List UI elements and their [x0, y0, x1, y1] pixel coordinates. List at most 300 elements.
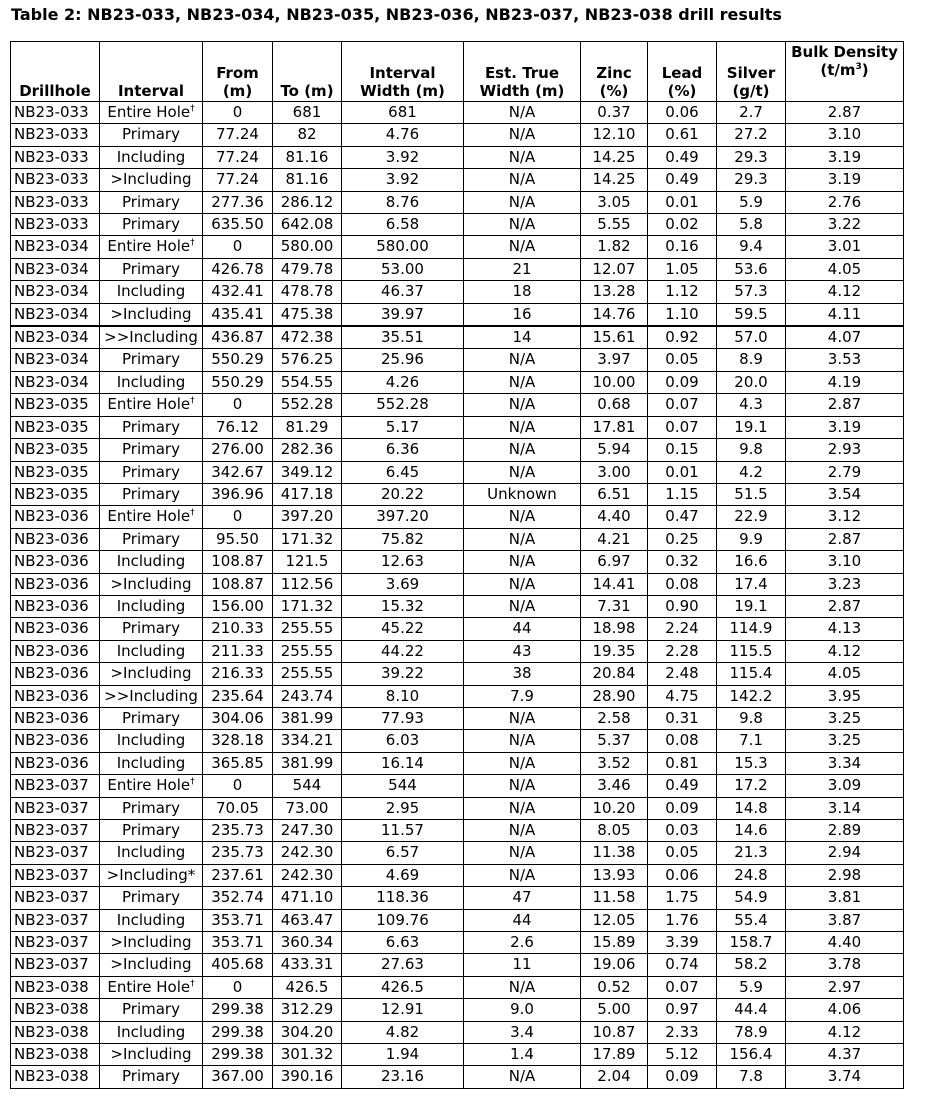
to-cell: 463.47	[273, 909, 342, 931]
lead-cell: 0.49	[648, 775, 717, 797]
lead-cell: 0.25	[648, 528, 717, 550]
true-width-cell: N/A	[464, 797, 581, 819]
zinc-cell: 0.52	[581, 976, 648, 998]
bulk-density-exponent: 3	[855, 62, 862, 72]
zinc-cell: 12.10	[581, 124, 648, 146]
to-cell: 554.55	[273, 371, 342, 393]
from-cell: 95.50	[203, 528, 273, 550]
interval-cell: Including	[100, 1021, 203, 1043]
from-cell: 77.24	[203, 169, 273, 191]
interval-cell: Including	[100, 730, 203, 752]
to-cell: 472.38	[273, 326, 342, 349]
interval-width-cell: 3.69	[342, 573, 464, 595]
interval-cell: Including	[100, 551, 203, 573]
drillhole-cell: NB23-034	[11, 349, 100, 371]
drillhole-cell: NB23-035	[11, 461, 100, 483]
silver-cell: 8.9	[717, 349, 786, 371]
interval-cell: >>Including	[100, 326, 203, 349]
zinc-cell: 20.84	[581, 663, 648, 685]
zinc-cell: 2.04	[581, 1066, 648, 1088]
interval-cell: Primary	[100, 214, 203, 236]
from-cell: 436.87	[203, 326, 273, 349]
bulk-density-cell: 3.22	[786, 214, 904, 236]
lead-cell: 4.75	[648, 685, 717, 707]
interval-width-cell: 426.5	[342, 976, 464, 998]
from-cell: 405.68	[203, 954, 273, 976]
table-row	[11, 124, 904, 146]
lead-cell: 1.15	[648, 483, 717, 505]
lead-cell: 0.08	[648, 730, 717, 752]
drillhole-cell: NB23-033	[11, 169, 100, 191]
interval-cell	[100, 506, 203, 528]
zinc-cell: 5.94	[581, 439, 648, 461]
silver-cell: 14.6	[717, 820, 786, 842]
drillhole-cell: NB23-035	[11, 416, 100, 438]
interval-width-cell: 39.22	[342, 663, 464, 685]
zinc-cell: 1.82	[581, 236, 648, 258]
from-cell: 210.33	[203, 618, 273, 640]
to-cell: 349.12	[273, 461, 342, 483]
silver-cell: 5.8	[717, 214, 786, 236]
true-width-cell: N/A	[464, 439, 581, 461]
table-row	[11, 573, 904, 595]
drillhole-cell: NB23-038	[11, 999, 100, 1021]
from-cell: 77.24	[203, 124, 273, 146]
true-width-cell: N/A	[464, 528, 581, 550]
silver-cell: 78.9	[717, 1021, 786, 1043]
to-cell: 81.16	[273, 169, 342, 191]
bulk-density-cell: 3.81	[786, 887, 904, 909]
table-row	[11, 976, 904, 998]
interval-width-cell: 4.69	[342, 864, 464, 886]
true-width-cell: N/A	[464, 573, 581, 595]
header-to: To (m)	[273, 42, 342, 102]
table-row	[11, 461, 904, 483]
bulk-density-cell: 2.76	[786, 191, 904, 213]
silver-cell: 57.3	[717, 281, 786, 303]
drillhole-cell: NB23-033	[11, 146, 100, 168]
interval-width-cell: 397.20	[342, 506, 464, 528]
lead-cell: 0.32	[648, 551, 717, 573]
true-width-cell: N/A	[464, 976, 581, 998]
silver-cell: 9.4	[717, 236, 786, 258]
interval-cell: Including	[100, 752, 203, 774]
table-row	[11, 483, 904, 505]
to-cell: 381.99	[273, 707, 342, 729]
true-width-cell: 14	[464, 326, 581, 349]
drillhole-cell: NB23-038	[11, 1066, 100, 1088]
lead-cell: 0.02	[648, 214, 717, 236]
true-width-cell: 9.0	[464, 999, 581, 1021]
to-cell: 426.5	[273, 976, 342, 998]
table-row	[11, 707, 904, 729]
table-row	[11, 887, 904, 909]
bulk-density-cell: 4.05	[786, 663, 904, 685]
from-cell: 352.74	[203, 887, 273, 909]
bulk-density-cell: 3.74	[786, 1066, 904, 1088]
silver-cell: 27.2	[717, 124, 786, 146]
bulk-density-cell: 3.19	[786, 416, 904, 438]
lead-cell: 0.61	[648, 124, 717, 146]
interval-width-cell: 580.00	[342, 236, 464, 258]
drillhole-cell: NB23-034	[11, 281, 100, 303]
interval-label: Entire Hole	[107, 507, 191, 526]
true-width-cell: Unknown	[464, 483, 581, 505]
from-cell: 299.38	[203, 999, 273, 1021]
from-cell: 76.12	[203, 416, 273, 438]
silver-cell: 9.9	[717, 528, 786, 550]
table-row	[11, 326, 904, 349]
zinc-cell: 3.00	[581, 461, 648, 483]
table-row	[11, 864, 904, 886]
to-cell: 433.31	[273, 954, 342, 976]
lead-cell: 0.90	[648, 595, 717, 617]
lead-cell: 0.49	[648, 146, 717, 168]
zinc-cell: 17.89	[581, 1044, 648, 1066]
interval-width-cell: 35.51	[342, 326, 464, 349]
dagger-mark: †	[190, 508, 195, 519]
from-cell: 0	[203, 394, 273, 416]
interval-width-cell: 6.03	[342, 730, 464, 752]
zinc-cell: 3.52	[581, 752, 648, 774]
drillhole-cell: NB23-035	[11, 483, 100, 505]
true-width-cell: 21	[464, 258, 581, 280]
interval-width-cell: 53.00	[342, 258, 464, 280]
table-row	[11, 663, 904, 685]
lead-cell: 0.74	[648, 954, 717, 976]
from-cell: 216.33	[203, 663, 273, 685]
silver-cell: 156.4	[717, 1044, 786, 1066]
drillhole-cell: NB23-036	[11, 752, 100, 774]
drillhole-cell: NB23-036	[11, 640, 100, 662]
table-row	[11, 932, 904, 954]
bulk-density-cell: 4.06	[786, 999, 904, 1021]
from-cell: 235.73	[203, 842, 273, 864]
table-row	[11, 169, 904, 191]
interval-cell	[100, 775, 203, 797]
interval-label: Entire Hole	[107, 237, 191, 256]
header-drillhole: Drillhole	[11, 42, 100, 102]
drillhole-cell: NB23-037	[11, 932, 100, 954]
true-width-cell: N/A	[464, 820, 581, 842]
bulk-density-cell: 3.34	[786, 752, 904, 774]
table-row	[11, 236, 904, 258]
to-cell: 471.10	[273, 887, 342, 909]
silver-cell: 19.1	[717, 416, 786, 438]
zinc-cell: 13.28	[581, 281, 648, 303]
zinc-cell: 10.20	[581, 797, 648, 819]
table-row	[11, 394, 904, 416]
table-row	[11, 595, 904, 617]
to-cell: 576.25	[273, 349, 342, 371]
table-row	[11, 191, 904, 213]
interval-cell: Primary	[100, 124, 203, 146]
drillhole-cell: NB23-037	[11, 864, 100, 886]
lead-cell: 0.31	[648, 707, 717, 729]
to-cell: 171.32	[273, 595, 342, 617]
dagger-mark: †	[190, 978, 195, 989]
table-row	[11, 618, 904, 640]
zinc-cell: 12.07	[581, 258, 648, 280]
to-cell: 301.32	[273, 1044, 342, 1066]
silver-cell: 57.0	[717, 326, 786, 349]
interval-cell: Primary	[100, 797, 203, 819]
bulk-density-cell: 2.87	[786, 394, 904, 416]
drillhole-cell: NB23-036	[11, 595, 100, 617]
table-row	[11, 752, 904, 774]
bulk-density-cell: 3.95	[786, 685, 904, 707]
bulk-density-cell: 3.25	[786, 730, 904, 752]
zinc-cell: 4.40	[581, 506, 648, 528]
interval-cell: >Including	[100, 954, 203, 976]
header-from: From (m)	[203, 42, 273, 102]
drillhole-cell: NB23-033	[11, 191, 100, 213]
silver-cell: 14.8	[717, 797, 786, 819]
interval-cell: Primary	[100, 483, 203, 505]
table-row	[11, 820, 904, 842]
from-cell: 342.67	[203, 461, 273, 483]
silver-cell: 53.6	[717, 258, 786, 280]
interval-cell: Primary	[100, 349, 203, 371]
interval-width-cell: 46.37	[342, 281, 464, 303]
interval-width-cell: 23.16	[342, 1066, 464, 1088]
to-cell: 681	[273, 102, 342, 124]
to-cell: 247.30	[273, 820, 342, 842]
table-row	[11, 640, 904, 662]
zinc-cell: 8.05	[581, 820, 648, 842]
from-cell: 365.85	[203, 752, 273, 774]
drillhole-cell: NB23-037	[11, 775, 100, 797]
bulk-density-cell: 3.01	[786, 236, 904, 258]
true-width-cell: N/A	[464, 775, 581, 797]
drillhole-cell: NB23-033	[11, 124, 100, 146]
lead-cell: 2.33	[648, 1021, 717, 1043]
bulk-density-label: Bulk Density (t/m	[791, 43, 898, 79]
from-cell: 304.06	[203, 707, 273, 729]
interval-cell	[100, 976, 203, 998]
bulk-density-cell: 3.19	[786, 169, 904, 191]
bulk-density-cell: 4.12	[786, 281, 904, 303]
lead-cell: 1.10	[648, 303, 717, 326]
lead-cell: 0.06	[648, 864, 717, 886]
to-cell: 81.16	[273, 146, 342, 168]
lead-cell: 2.24	[648, 618, 717, 640]
table-row	[11, 1066, 904, 1088]
from-cell: 432.41	[203, 281, 273, 303]
interval-width-cell: 4.82	[342, 1021, 464, 1043]
silver-cell: 17.4	[717, 573, 786, 595]
silver-cell: 29.3	[717, 146, 786, 168]
zinc-cell: 11.58	[581, 887, 648, 909]
bulk-density-cell: 4.13	[786, 618, 904, 640]
to-cell: 121.5	[273, 551, 342, 573]
zinc-cell: 3.97	[581, 349, 648, 371]
interval-cell: Including	[100, 146, 203, 168]
from-cell: 353.71	[203, 909, 273, 931]
header-interval-width: Interval Width (m)	[342, 42, 464, 102]
interval-width-cell: 8.10	[342, 685, 464, 707]
to-cell: 286.12	[273, 191, 342, 213]
header-lead: Lead (%)	[648, 42, 717, 102]
zinc-cell: 6.97	[581, 551, 648, 573]
silver-cell: 2.7	[717, 102, 786, 124]
dagger-mark: †	[190, 396, 195, 407]
bulk-density-cell: 3.19	[786, 146, 904, 168]
from-cell: 211.33	[203, 640, 273, 662]
true-width-cell: N/A	[464, 102, 581, 124]
bulk-density-cell: 4.12	[786, 640, 904, 662]
interval-cell: Primary	[100, 999, 203, 1021]
true-width-cell: N/A	[464, 371, 581, 393]
true-width-cell: N/A	[464, 842, 581, 864]
silver-cell: 24.8	[717, 864, 786, 886]
interval-width-cell: 544	[342, 775, 464, 797]
to-cell: 381.99	[273, 752, 342, 774]
interval-width-cell: 3.92	[342, 169, 464, 191]
lead-cell: 0.08	[648, 573, 717, 595]
table-row	[11, 349, 904, 371]
drillhole-cell: NB23-037	[11, 909, 100, 931]
table-row	[11, 551, 904, 573]
silver-cell: 15.3	[717, 752, 786, 774]
silver-cell: 59.5	[717, 303, 786, 326]
from-cell: 635.50	[203, 214, 273, 236]
interval-width-cell: 6.58	[342, 214, 464, 236]
true-width-cell: N/A	[464, 595, 581, 617]
from-cell: 426.78	[203, 258, 273, 280]
silver-cell: 58.2	[717, 954, 786, 976]
dagger-mark: †	[190, 777, 195, 788]
bulk-density-cell: 3.14	[786, 797, 904, 819]
interval-width-cell: 6.36	[342, 439, 464, 461]
true-width-cell: N/A	[464, 416, 581, 438]
silver-cell: 21.3	[717, 842, 786, 864]
lead-cell: 0.07	[648, 976, 717, 998]
silver-cell: 4.3	[717, 394, 786, 416]
to-cell: 243.74	[273, 685, 342, 707]
true-width-cell: N/A	[464, 461, 581, 483]
lead-cell: 2.28	[648, 640, 717, 662]
true-width-cell: 38	[464, 663, 581, 685]
bulk-density-cell: 3.23	[786, 573, 904, 595]
interval-width-cell: 44.22	[342, 640, 464, 662]
header-interval: Interval	[100, 42, 203, 102]
silver-cell: 115.5	[717, 640, 786, 662]
silver-cell: 20.0	[717, 371, 786, 393]
drillhole-cell: NB23-034	[11, 236, 100, 258]
interval-width-cell: 118.36	[342, 887, 464, 909]
drillhole-cell: NB23-033	[11, 214, 100, 236]
header-true-width: Est. True Width (m)	[464, 42, 581, 102]
bulk-density-cell: 4.37	[786, 1044, 904, 1066]
bulk-density-cell: 4.07	[786, 326, 904, 349]
zinc-cell: 3.46	[581, 775, 648, 797]
drillhole-cell: NB23-035	[11, 394, 100, 416]
drillhole-cell: NB23-036	[11, 528, 100, 550]
interval-cell: >Including	[100, 303, 203, 326]
drillhole-cell: NB23-038	[11, 1044, 100, 1066]
silver-cell: 19.1	[717, 595, 786, 617]
zinc-cell: 4.21	[581, 528, 648, 550]
interval-width-cell: 6.57	[342, 842, 464, 864]
from-cell: 299.38	[203, 1044, 273, 1066]
zinc-cell: 0.37	[581, 102, 648, 124]
interval-cell: Primary	[100, 707, 203, 729]
table-row	[11, 146, 904, 168]
to-cell: 312.29	[273, 999, 342, 1021]
true-width-cell: 16	[464, 303, 581, 326]
silver-cell: 29.3	[717, 169, 786, 191]
drillhole-cell: NB23-034	[11, 326, 100, 349]
interval-width-cell: 4.76	[342, 124, 464, 146]
bulk-density-cell: 3.25	[786, 707, 904, 729]
to-cell: 390.16	[273, 1066, 342, 1088]
true-width-cell: N/A	[464, 551, 581, 573]
lead-cell: 0.92	[648, 326, 717, 349]
silver-cell: 16.6	[717, 551, 786, 573]
interval-width-cell: 6.63	[342, 932, 464, 954]
true-width-cell: 3.4	[464, 1021, 581, 1043]
true-width-cell: N/A	[464, 730, 581, 752]
bulk-density-cell: 3.09	[786, 775, 904, 797]
header-row	[11, 42, 904, 102]
from-cell: 0	[203, 236, 273, 258]
interval-cell: Including	[100, 595, 203, 617]
from-cell: 0	[203, 102, 273, 124]
interval-cell: Primary	[100, 439, 203, 461]
zinc-cell: 5.00	[581, 999, 648, 1021]
table-row	[11, 797, 904, 819]
from-cell: 550.29	[203, 371, 273, 393]
interval-cell: Including	[100, 640, 203, 662]
interval-width-cell: 2.95	[342, 797, 464, 819]
lead-cell: 1.76	[648, 909, 717, 931]
true-width-cell: 43	[464, 640, 581, 662]
to-cell: 417.18	[273, 483, 342, 505]
table-row	[11, 730, 904, 752]
interval-cell: >Including	[100, 573, 203, 595]
zinc-cell: 12.05	[581, 909, 648, 931]
from-cell: 276.00	[203, 439, 273, 461]
bulk-density-cell: 3.54	[786, 483, 904, 505]
from-cell: 328.18	[203, 730, 273, 752]
zinc-cell: 5.55	[581, 214, 648, 236]
interval-cell: Primary	[100, 191, 203, 213]
to-cell: 479.78	[273, 258, 342, 280]
interval-cell: >Including*	[100, 864, 203, 886]
lead-cell: 0.03	[648, 820, 717, 842]
lead-cell: 3.39	[648, 932, 717, 954]
interval-cell: Primary	[100, 618, 203, 640]
from-cell: 277.36	[203, 191, 273, 213]
table-row	[11, 416, 904, 438]
interval-width-cell: 39.97	[342, 303, 464, 326]
drillhole-cell: NB23-037	[11, 842, 100, 864]
zinc-cell: 14.25	[581, 169, 648, 191]
silver-cell: 9.8	[717, 707, 786, 729]
lead-cell: 0.01	[648, 191, 717, 213]
to-cell: 255.55	[273, 618, 342, 640]
true-width-cell: 2.6	[464, 932, 581, 954]
bulk-density-cell: 2.89	[786, 820, 904, 842]
dagger-mark: †	[190, 104, 195, 114]
drillhole-cell: NB23-034	[11, 303, 100, 326]
table-row	[11, 214, 904, 236]
silver-cell: 5.9	[717, 191, 786, 213]
true-width-cell: N/A	[464, 236, 581, 258]
interval-width-cell: 3.92	[342, 146, 464, 168]
bulk-density-cell: 3.10	[786, 124, 904, 146]
